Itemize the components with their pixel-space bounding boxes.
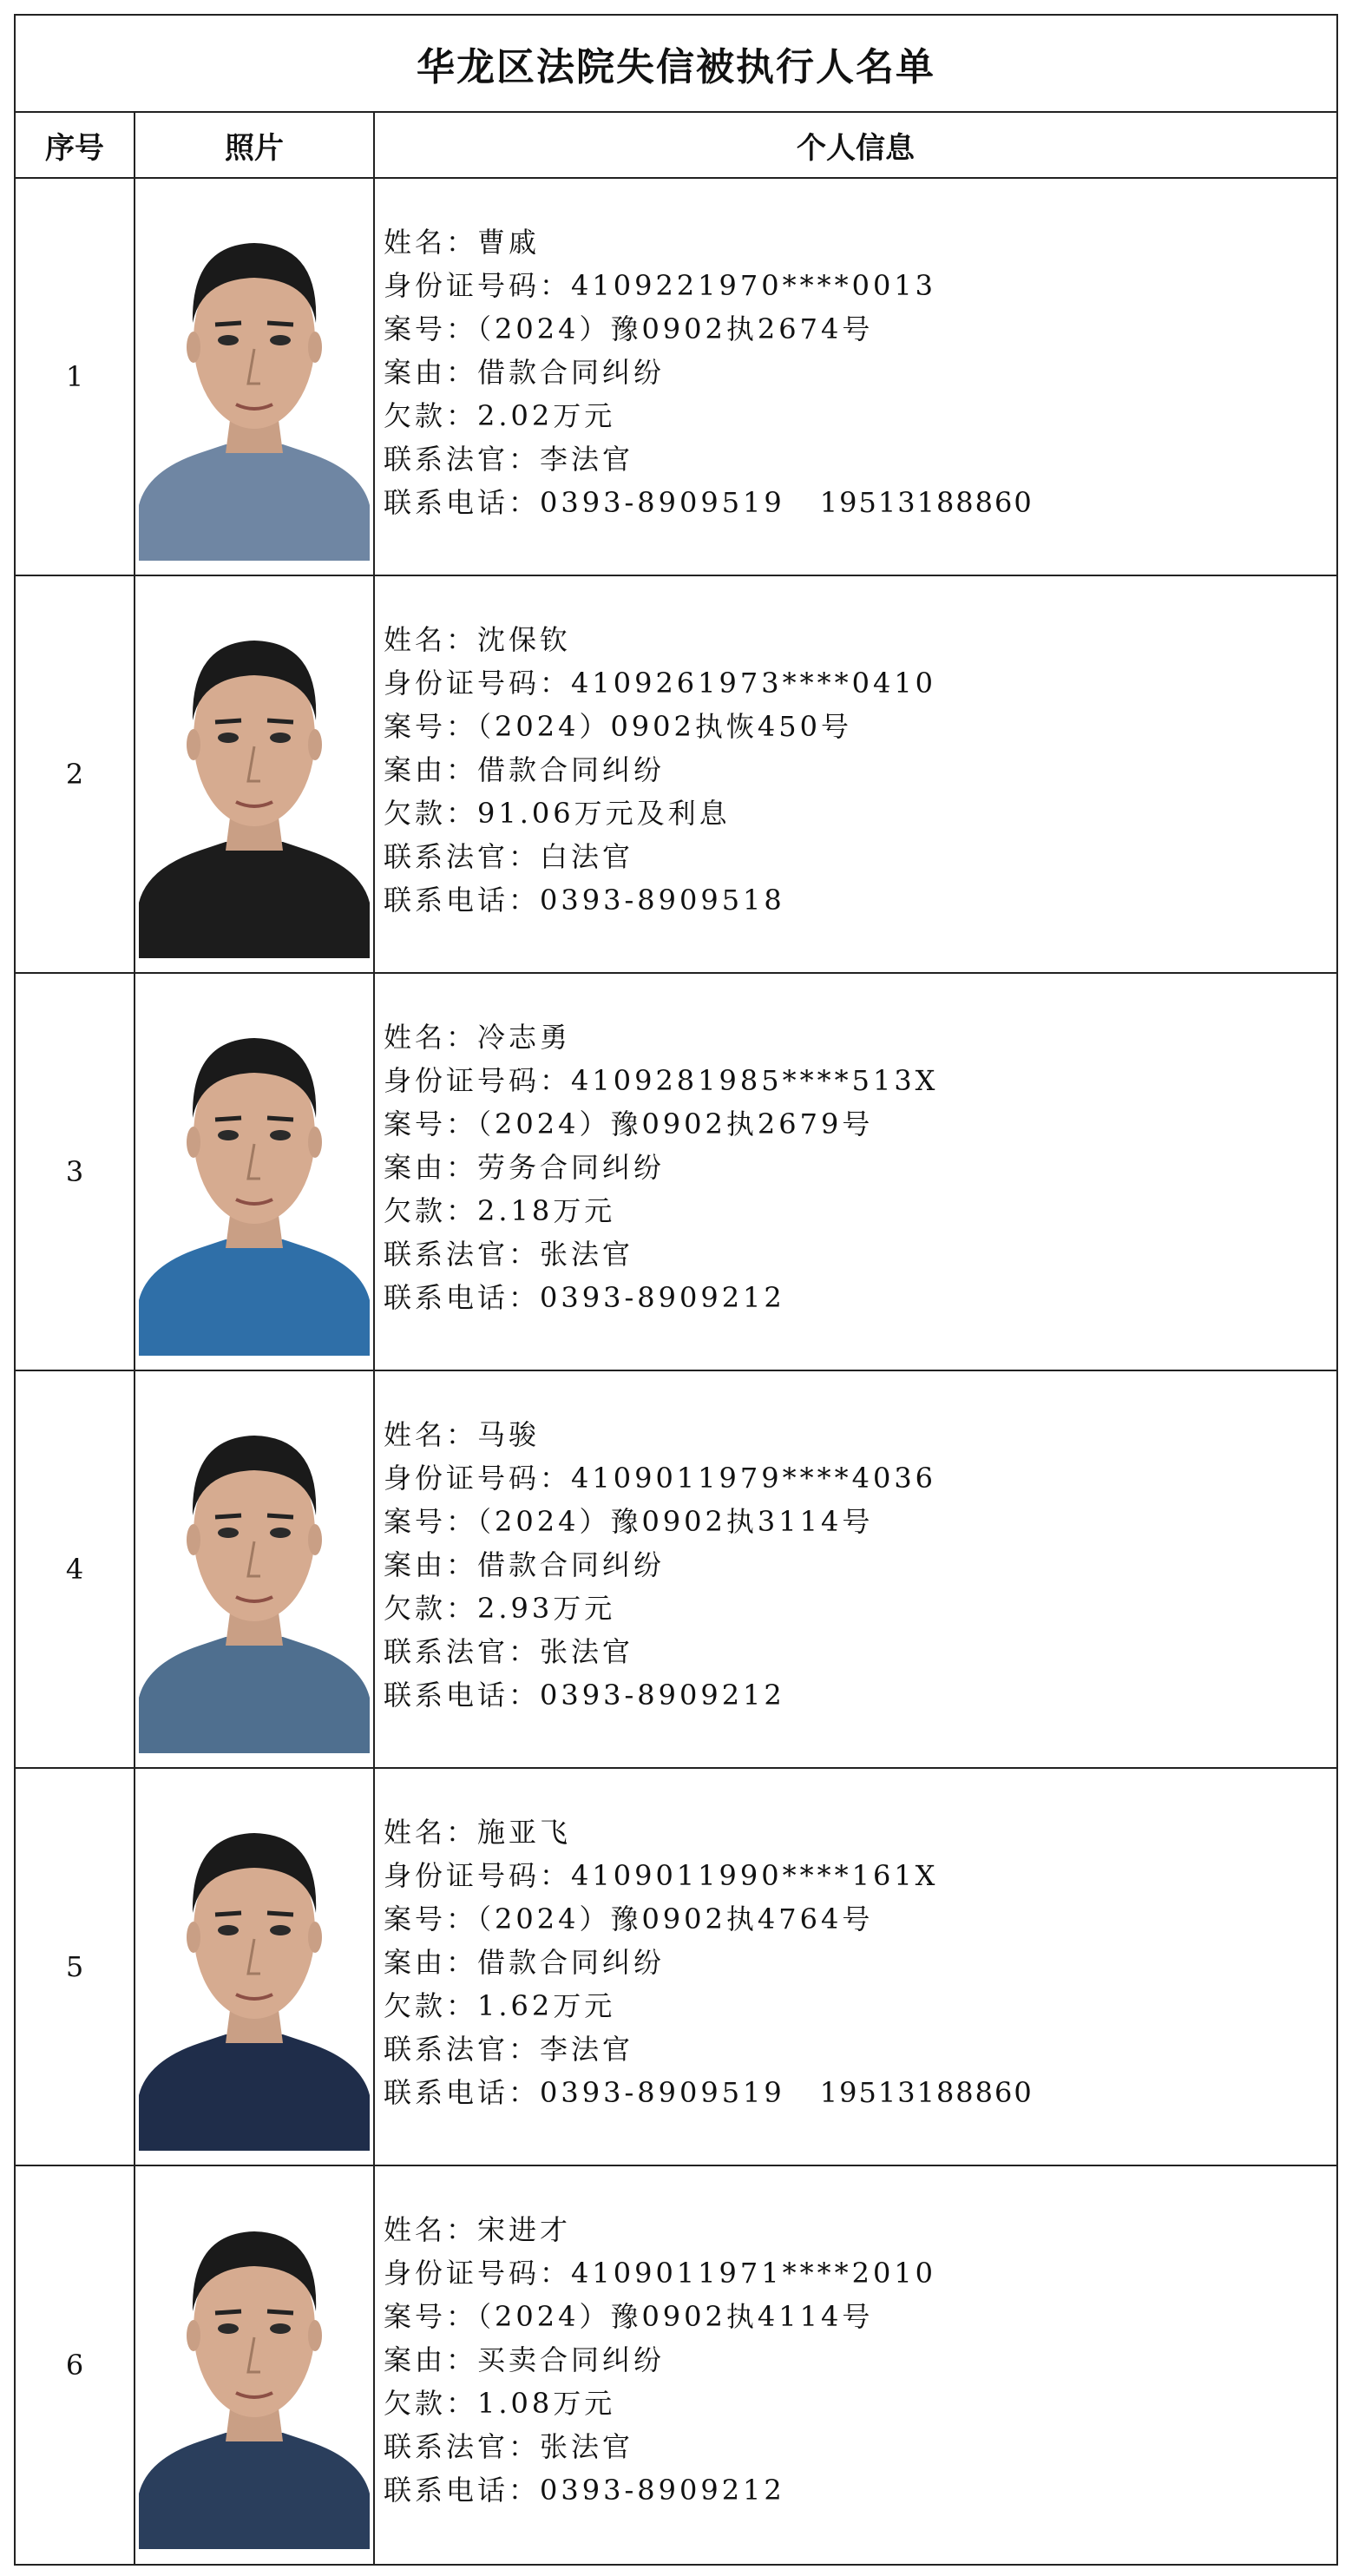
person-id-number: 身份证号码：4109221970****0013 (384, 269, 937, 302)
contact-phone: 联系电话：0393-8909519 (384, 486, 785, 519)
person-name: 姓名：马骏 (384, 1418, 541, 1451)
row-info-cell (375, 1371, 1336, 1767)
row-info-cell (375, 179, 1336, 575)
row-number: 5 (65, 1950, 84, 1983)
debt-amount: 欠款：2.18万元 (384, 1194, 616, 1227)
case-number: 案号：（2024）豫0902执2679号 (384, 1107, 874, 1140)
contact-phone-line (384, 2071, 1336, 2114)
header-row (16, 113, 1336, 179)
case-cause: 案由：借款合同纠纷 (384, 1946, 666, 1979)
row-info-cell (375, 974, 1336, 1370)
case-number: 案号：（2024）豫0902执2674号 (384, 312, 874, 345)
person-id-number: 身份证号码：4109011979****4036 (384, 1462, 937, 1495)
row-photo-cell (135, 179, 375, 575)
case-cause: 案由：买卖合同纠纷 (384, 2343, 666, 2376)
person-info (375, 179, 1336, 524)
person-info (375, 576, 1336, 922)
contact-phone-line (384, 481, 1336, 524)
contact-phone: 联系电话：0393-8909519 (384, 2076, 785, 2109)
row-photo-cell (135, 2166, 375, 2564)
person-name: 姓名：宋进才 (384, 2213, 572, 2246)
row-number: 1 (65, 360, 84, 393)
debt-amount: 欠款：2.93万元 (384, 1592, 616, 1625)
row-photo-cell (135, 1769, 375, 2165)
person-name: 姓名：沈保钦 (384, 623, 572, 656)
person-info (375, 1371, 1336, 1717)
title-row (16, 16, 1336, 113)
contact-phone-line (384, 1276, 1336, 1319)
debt-amount: 欠款：91.06万元及利息 (384, 797, 731, 830)
case-cause: 案由：借款合同纠纷 (384, 356, 666, 389)
table-row (16, 974, 1336, 1371)
table-row (16, 576, 1336, 974)
person-id-number: 身份证号码：4109011971****2010 (384, 2257, 937, 2290)
case-number: 案号：（2024）豫0902执4764号 (384, 1902, 874, 1935)
person-info (375, 1769, 1336, 2114)
person-id-number: 身份证号码：4109261973****0410 (384, 667, 937, 700)
row-no-cell (16, 1371, 135, 1767)
person-photo (139, 1783, 370, 2151)
row-number: 4 (65, 1553, 84, 1586)
person-id-number: 身份证号码：4109011990****161X (384, 1859, 939, 1892)
row-info-cell (375, 576, 1336, 972)
case-number: 案号：（2024）豫0902执3114号 (384, 1505, 874, 1538)
person-photo (139, 1385, 370, 1753)
row-no-cell (16, 974, 135, 1370)
row-number: 3 (65, 1155, 84, 1188)
row-no-cell (16, 2166, 135, 2564)
header-info: 个人信息 (797, 130, 915, 166)
case-cause: 案由：借款合同纠纷 (384, 1548, 666, 1581)
person-name: 姓名：曹戚 (384, 226, 541, 259)
contact-phone: 联系电话：0393-8909518 (384, 884, 785, 917)
contact-phone-line (384, 2468, 1336, 2512)
row-no-cell (16, 179, 135, 575)
row-number: 2 (65, 758, 84, 791)
contact-judge: 联系法官：李法官 (384, 443, 634, 476)
page-title: 华龙区法院失信被执行人名单 (417, 45, 935, 89)
contact-judge: 联系法官：张法官 (384, 1635, 634, 1668)
contact-phone-line (384, 1673, 1336, 1717)
case-cause: 案由：劳务合同纠纷 (384, 1151, 666, 1184)
case-number: 案号：（2024）0902执恢450号 (384, 710, 852, 743)
debt-amount: 欠款：2.02万元 (384, 399, 616, 432)
portrait-image (139, 1385, 370, 1753)
person-info (375, 2166, 1336, 2512)
table-row (16, 1371, 1336, 1769)
row-info-cell (375, 1769, 1336, 2165)
row-photo-cell (135, 576, 375, 972)
contact-phone: 联系电话：0393-8909212 (384, 2474, 785, 2507)
header-info-cell (375, 113, 1336, 177)
contact-judge: 联系法官：张法官 (384, 1238, 634, 1271)
person-name: 姓名：施亚飞 (384, 1816, 572, 1849)
table-body (16, 179, 1336, 2564)
portrait-image (139, 193, 370, 561)
row-photo-cell (135, 1371, 375, 1767)
contact-judge: 联系法官：张法官 (384, 2430, 634, 2463)
header-no-cell (16, 113, 135, 177)
contact-phone: 联系电话：0393-8909212 (384, 1281, 785, 1314)
portrait-image (139, 1783, 370, 2151)
row-no-cell (16, 1769, 135, 2165)
blacklist-table (14, 14, 1338, 2566)
header-no: 序号 (45, 130, 104, 166)
case-cause: 案由：借款合同纠纷 (384, 753, 666, 786)
person-photo (139, 2181, 370, 2549)
contact-phone: 联系电话：0393-8909212 (384, 1679, 785, 1712)
row-photo-cell (135, 974, 375, 1370)
table-row (16, 1769, 1336, 2166)
header-photo: 照片 (225, 130, 284, 166)
person-photo (139, 590, 370, 958)
contact-phone-line (384, 878, 1336, 922)
person-photo (139, 193, 370, 561)
table-row (16, 179, 1336, 576)
portrait-image (139, 2181, 370, 2549)
person-info (375, 974, 1336, 1319)
contact-mobile: 19513188860 (819, 486, 1034, 519)
portrait-image (139, 988, 370, 1356)
debt-amount: 欠款：1.08万元 (384, 2387, 616, 2420)
contact-judge: 联系法官：李法官 (384, 2033, 634, 2066)
contact-judge: 联系法官：白法官 (384, 840, 634, 873)
person-name: 姓名：冷志勇 (384, 1021, 572, 1054)
debt-amount: 欠款：1.62万元 (384, 1989, 616, 2022)
row-number: 6 (65, 2349, 84, 2382)
header-photo-cell (135, 113, 375, 177)
contact-mobile: 19513188860 (819, 2076, 1034, 2109)
table-row (16, 2166, 1336, 2564)
row-no-cell (16, 576, 135, 972)
row-info-cell (375, 2166, 1336, 2564)
portrait-image (139, 590, 370, 958)
person-id-number: 身份证号码：4109281985****513X (384, 1064, 939, 1097)
person-photo (139, 988, 370, 1356)
case-number: 案号：（2024）豫0902执4114号 (384, 2300, 874, 2333)
